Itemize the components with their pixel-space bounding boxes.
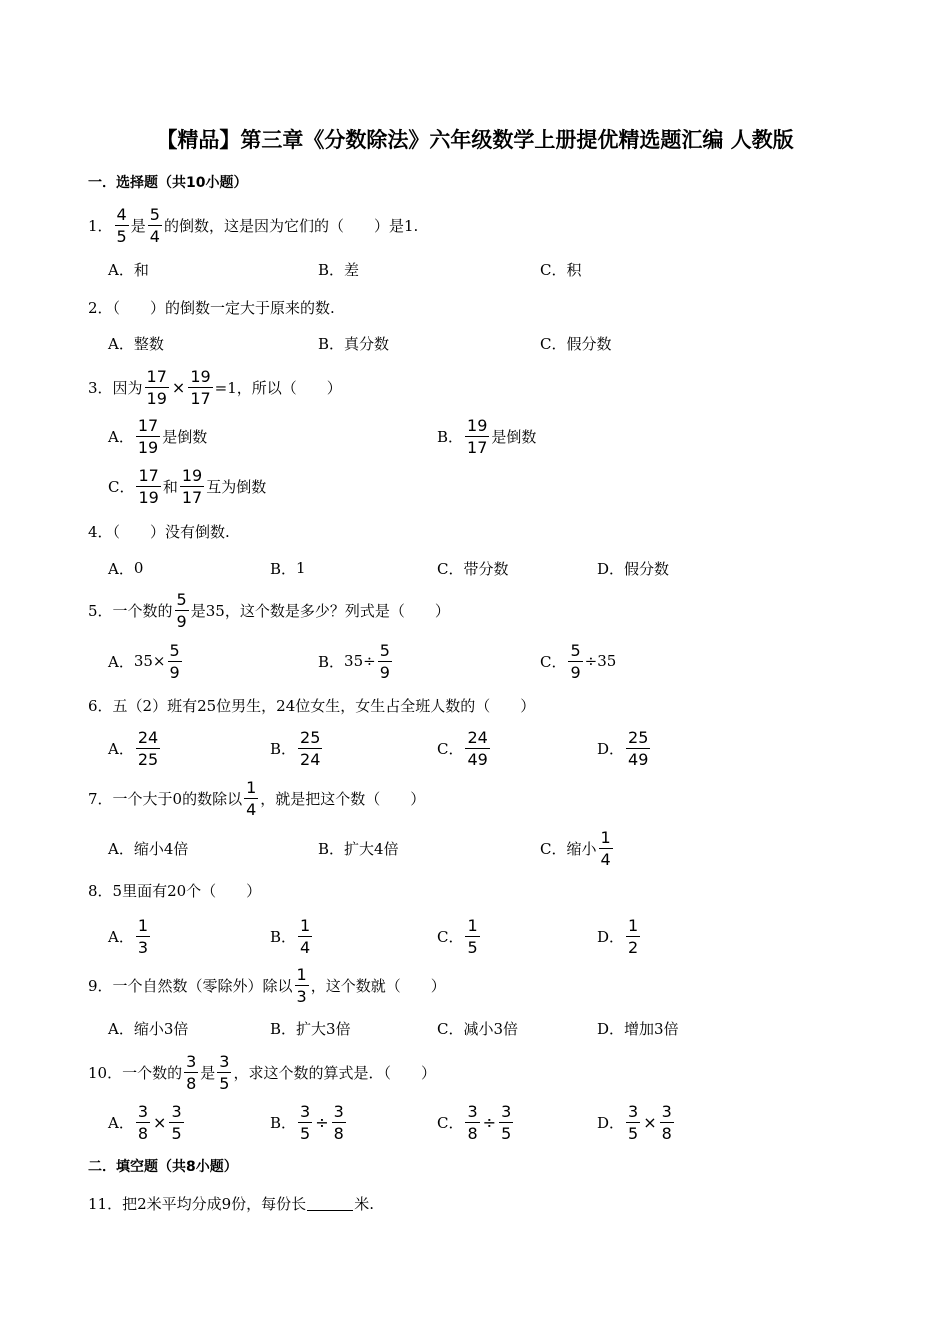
fraction: $\frac{5}{9}$ (570, 640, 581, 682)
question-text: 是 (200, 1063, 216, 1082)
question-text: 7．一个大于0的数除以 (88, 789, 243, 808)
fraction: $\frac{25}{24}$ (300, 727, 321, 769)
question-11 (88, 1178, 374, 1228)
fraction: $\frac{1}{5}$ (467, 915, 478, 957)
fraction: $\frac{3}{5}$ (219, 1051, 230, 1093)
fraction: $\frac{1}{3}$ (137, 915, 149, 957)
fraction: $\frac{3}{5}$ (171, 1101, 182, 1143)
fraction: $\frac{25}{49}$ (628, 727, 649, 769)
fraction: $\frac{1}{4}$ (600, 827, 611, 869)
answer-blank[interactable] (307, 1196, 353, 1211)
fraction: $\frac{3}{8}$ (333, 1101, 344, 1143)
fraction: $\frac{19}{17}$ (181, 465, 203, 507)
question-text: 的倒数，这是因为它们的（ ）是1. (163, 216, 419, 235)
question-3 (88, 362, 342, 412)
option-c: C． 假分数 (540, 334, 612, 353)
question-10 (88, 1047, 436, 1097)
option-b: B． $\frac{3}{5}$ ÷ $\frac{3}{8}$ (270, 1101, 344, 1143)
page-title: 【精品】第三章《分数除法》六年级数学上册提优精选题汇编 人教版 (156, 128, 794, 152)
option-c: C． 带分数 (437, 559, 509, 578)
fraction: $\frac{5}{9}$ (169, 640, 180, 682)
option-d: D． $\frac{25}{49}$ (597, 727, 649, 769)
fraction: $\frac{5}{9}$ (176, 589, 187, 631)
question-4: 4．（ ）没有倒数. (88, 522, 230, 541)
question-text: 米. (354, 1194, 374, 1213)
fraction: $\frac{3}{5}$ (501, 1101, 512, 1143)
option-b: B． 扩大3倍 (270, 1019, 351, 1038)
option-a: A． $\frac{24}{25}$ (108, 727, 159, 769)
option-d: D． $\frac{3}{5}$ × $\frac{3}{8}$ (597, 1101, 672, 1143)
option-d: D． 假分数 (597, 559, 670, 578)
option-c: C． 积 (540, 260, 582, 279)
question-8: 8．5里面有20个（ ） (88, 881, 262, 900)
fraction: $\frac{1}{3}$ (296, 964, 307, 1006)
fraction: $\frac{1}{4}$ (300, 915, 311, 957)
times-sign: × (171, 377, 186, 397)
option-a: A． 缩小3倍 (108, 1019, 189, 1038)
option-c: C． 缩小 $\frac{1}{4}$ (540, 827, 611, 869)
fraction: $\frac{4}{5}$ (116, 204, 127, 246)
option-c: C． 减小3倍 (437, 1019, 519, 1038)
fraction: $\frac{17}{19}$ (137, 415, 159, 457)
question-text: ，求这个数的算式是．（ ） (233, 1063, 436, 1082)
option-c: C． $\frac{3}{8}$ ÷ $\frac{3}{5}$ (437, 1101, 512, 1143)
question-text: 是 (130, 216, 146, 235)
question-text: 10．一个数的 (88, 1063, 183, 1082)
fraction: $\frac{19}{17}$ (190, 366, 211, 408)
fraction: $\frac{3}{8}$ (661, 1101, 672, 1143)
fraction: $\frac{17}{19}$ (138, 465, 159, 507)
option-c: C． $\frac{5}{9}$ ÷35 (540, 640, 617, 682)
question-number: 1． (88, 216, 113, 235)
fraction: $\frac{5}{9}$ (379, 640, 390, 682)
option-a: A． 整数 (108, 334, 164, 353)
fraction: $\frac{17}{19}$ (146, 366, 167, 408)
fraction: $\frac{3}{8}$ (186, 1051, 197, 1093)
fraction: $\frac{3}{8}$ (137, 1101, 149, 1143)
option-a: A． $\frac{17}{19}$ 是倒数 (108, 415, 208, 457)
option-a: A． $\frac{1}{3}$ (108, 915, 149, 957)
question-7 (88, 773, 425, 823)
fraction: $\frac{19}{17}$ (467, 415, 488, 457)
option-b: B． $\frac{19}{17}$ 是倒数 (437, 415, 537, 457)
option-d: D． 增加3倍 (597, 1019, 679, 1038)
question-6: 6．五（2）班有25位男生，24位女生，女生占全班人数的（ ） (88, 696, 536, 715)
fraction: $\frac{24}{25}$ (137, 727, 159, 769)
option-b: B． 1 (270, 559, 306, 578)
question-text: ，就是把这个数（ ） (260, 789, 426, 808)
option-d: D． $\frac{1}{2}$ (597, 915, 639, 957)
fraction: $\frac{3}{5}$ (300, 1101, 311, 1143)
question-text: 3．因为 (88, 378, 143, 397)
option-a: A． 35× $\frac{5}{9}$ (108, 640, 180, 682)
question-text: ，这个数就（ ） (310, 976, 446, 995)
fraction: $\frac{5}{4}$ (149, 204, 160, 246)
option-b: B． 扩大4倍 (318, 839, 399, 858)
option-c: C． $\frac{17}{19}$ 和 $\frac{19}{17}$ 互为倒数 (108, 465, 267, 507)
question-text: 11．把2米平均分成9份，每份长 (88, 1194, 307, 1213)
question-1 (88, 200, 418, 250)
question-text: =1，所以（ ） (214, 378, 342, 397)
option-b: B． 差 (318, 260, 360, 279)
option-b: B． 真分数 (318, 334, 390, 353)
option-a: A． 缩小4倍 (108, 839, 189, 858)
fraction: $\frac{24}{49}$ (467, 727, 488, 769)
question-5 (88, 585, 450, 635)
option-a: A． 0 (108, 559, 144, 578)
option-c: C． $\frac{1}{5}$ (437, 915, 478, 957)
question-2: 2．（ ）的倒数一定大于原来的数. (88, 298, 335, 317)
option-c: C． $\frac{24}{49}$ (437, 727, 488, 769)
fraction: $\frac{3}{8}$ (467, 1101, 478, 1143)
section-heading-choice: 一．选择题（共10小题） (88, 175, 248, 191)
option-a: A． $\frac{3}{8}$ × $\frac{3}{5}$ (108, 1101, 182, 1143)
fraction: $\frac{1}{2}$ (628, 915, 639, 957)
fraction: $\frac{3}{5}$ (628, 1101, 639, 1143)
option-a: A． 和 (108, 260, 149, 279)
question-text: 是35，这个数是多少？列式是（ ） (190, 601, 450, 620)
section-heading-fill: 二．填空题（共8小题） (88, 1159, 238, 1175)
option-b: B． $\frac{1}{4}$ (270, 915, 311, 957)
fraction: $\frac{1}{4}$ (246, 777, 257, 819)
question-text: 5．一个数的 (88, 601, 173, 620)
question-text: 9．一个自然数（零除外）除以 (88, 976, 293, 995)
option-b: B． $\frac{25}{24}$ (270, 727, 321, 769)
option-b: B． 35÷ $\frac{5}{9}$ (318, 640, 390, 682)
